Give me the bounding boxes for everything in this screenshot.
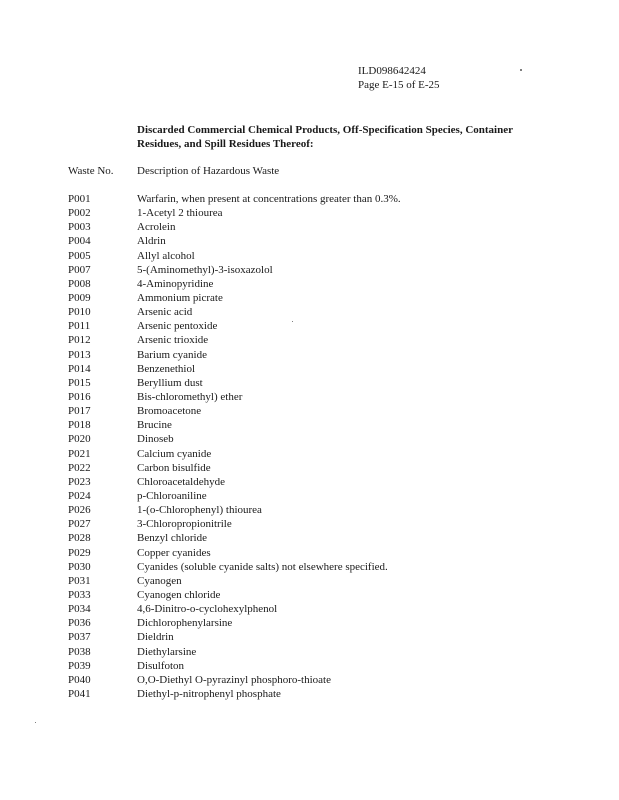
waste-code: P005 [68,249,91,262]
waste-code: P016 [68,390,91,403]
waste-code: P041 [68,687,91,700]
table-row [0,546,619,560]
waste-code: P001 [68,193,91,205]
table-row [0,645,619,659]
waste-code: P015 [68,376,91,389]
waste-code: P020 [68,433,91,446]
waste-code: P029 [68,546,91,559]
waste-description: 3-Chloropropionitrile [137,518,232,531]
waste-description: Arsenic acid [137,306,193,319]
waste-description: Arsenic trioxide [137,334,209,347]
column-header-description: Description of Hazardous Waste [137,165,280,177]
waste-description: Dichlorophenylarsine [137,617,233,630]
waste-code: P013 [68,348,91,361]
waste-code: P004 [68,235,91,248]
table-row [0,220,619,234]
waste-description: p-Chloroaniline [137,489,207,502]
table-row [0,249,619,263]
waste-description: 1-(o-Chlorophenyl) thiourea [137,504,262,517]
waste-description: Bis-chloromethyl) ether [137,390,243,403]
waste-code: P012 [68,334,91,347]
waste-description: Benzyl chloride [137,532,207,545]
table-row [0,432,619,446]
waste-description: Calcium cyanide [137,447,212,460]
waste-code: P033 [68,588,91,601]
waste-description: Carbon bisulfide [137,461,211,474]
scan-speck [35,722,36,723]
waste-description: Dinoseb [137,433,174,446]
table-row [0,418,619,432]
waste-code: P023 [68,475,91,488]
section-title: Discarded Commercial Chemical Products, Off-Specification Species, Container Residues, and Spill Residues Thereof: [137,124,513,150]
column-header-waste-no: Waste No. [68,165,114,177]
table-row [0,517,619,531]
table-row [0,659,619,673]
waste-code: P024 [68,489,91,502]
waste-description: Benzenethiol [137,362,196,375]
waste-description: Diethyl-p-nitrophenyl phosphate [137,687,281,700]
page-header [358,64,440,92]
table-row [0,319,619,333]
table-row [0,291,619,305]
waste-list [0,192,619,701]
table-row [0,333,619,347]
table-row [0,475,619,489]
waste-code: P011 [68,320,91,333]
scan-speck [292,321,293,322]
scan-speck [520,69,522,71]
waste-code: P014 [68,362,91,375]
column-headers [0,164,619,178]
waste-code: P018 [68,419,91,432]
table-row [0,362,619,376]
waste-description: Barium cyanide [137,348,207,361]
table-row [0,588,619,602]
waste-code: P034 [68,603,91,616]
table-row [0,376,619,390]
waste-code: P040 [68,673,91,686]
table-row [0,348,619,362]
waste-code: P027 [68,518,91,531]
waste-code: P036 [68,617,91,630]
table-row [0,447,619,461]
waste-description: 4,6-Dinitro-o-cyclohexylphenol [137,603,278,616]
waste-description: Warfarin, when present at concentrations greater than 0.3%. [137,193,401,205]
waste-description: Cyanogen [137,574,182,587]
waste-description: Dieldrin [137,631,174,644]
waste-code: P021 [68,447,91,460]
table-row [0,574,619,588]
table-row [0,503,619,517]
table-row [0,489,619,503]
page-number: Page E-15 of E-25 [358,79,440,91]
table-row [0,206,619,220]
waste-description: Aldrin [137,235,166,248]
waste-code: P022 [68,461,91,474]
waste-description: Copper cyanides [137,546,211,559]
waste-description: Acrolein [137,221,176,234]
waste-description: O,O-Diethyl O-pyrazinyl phosphoro-thioate [137,673,331,686]
waste-code: P030 [68,560,91,573]
table-row [0,687,619,701]
waste-code: P010 [68,306,91,319]
table-row [0,531,619,545]
document-id: ILD098642424 [358,65,426,77]
table-row [0,560,619,574]
table-row [0,461,619,475]
waste-code: P038 [68,645,91,658]
waste-description: Disulfoton [137,659,185,672]
table-row [0,616,619,630]
waste-description: 1-Acetyl 2 thiourea [137,207,223,220]
waste-code: P007 [68,263,91,276]
table-row [0,277,619,291]
waste-code: P008 [68,277,91,290]
waste-code: P009 [68,291,91,304]
table-row [0,602,619,616]
table-row [0,630,619,644]
waste-code: P028 [68,532,91,545]
waste-description: Ammonium picrate [137,291,223,304]
waste-description: Arsenic pentoxide [137,320,218,333]
waste-description: Cyanogen chloride [137,588,221,601]
table-row [0,192,619,206]
waste-description: 4-Aminopyridine [137,277,214,290]
waste-description: Diethylarsine [137,645,197,658]
table-row [0,263,619,277]
waste-description: Allyl alcohol [137,249,195,262]
waste-description: Brucine [137,419,172,432]
table-row [0,673,619,687]
table-row [0,390,619,404]
waste-description: Chloroacetaldehyde [137,475,225,488]
waste-description: Cyanides (soluble cyanide salts) not elsewhere specified. [137,560,388,573]
waste-code: P003 [68,221,91,234]
waste-code: P039 [68,659,91,672]
table-row [0,404,619,418]
waste-code: P002 [68,207,91,220]
waste-code: P031 [68,574,91,587]
table-row [0,305,619,319]
waste-description: Beryllium dust [137,376,203,389]
waste-code: P017 [68,405,91,418]
table-row [0,234,619,248]
waste-code: P037 [68,631,91,644]
waste-description: 5-(Aminomethyl)-3-isoxazolol [137,263,273,276]
waste-code: P026 [68,504,91,517]
waste-description: Bromoacetone [137,405,202,418]
